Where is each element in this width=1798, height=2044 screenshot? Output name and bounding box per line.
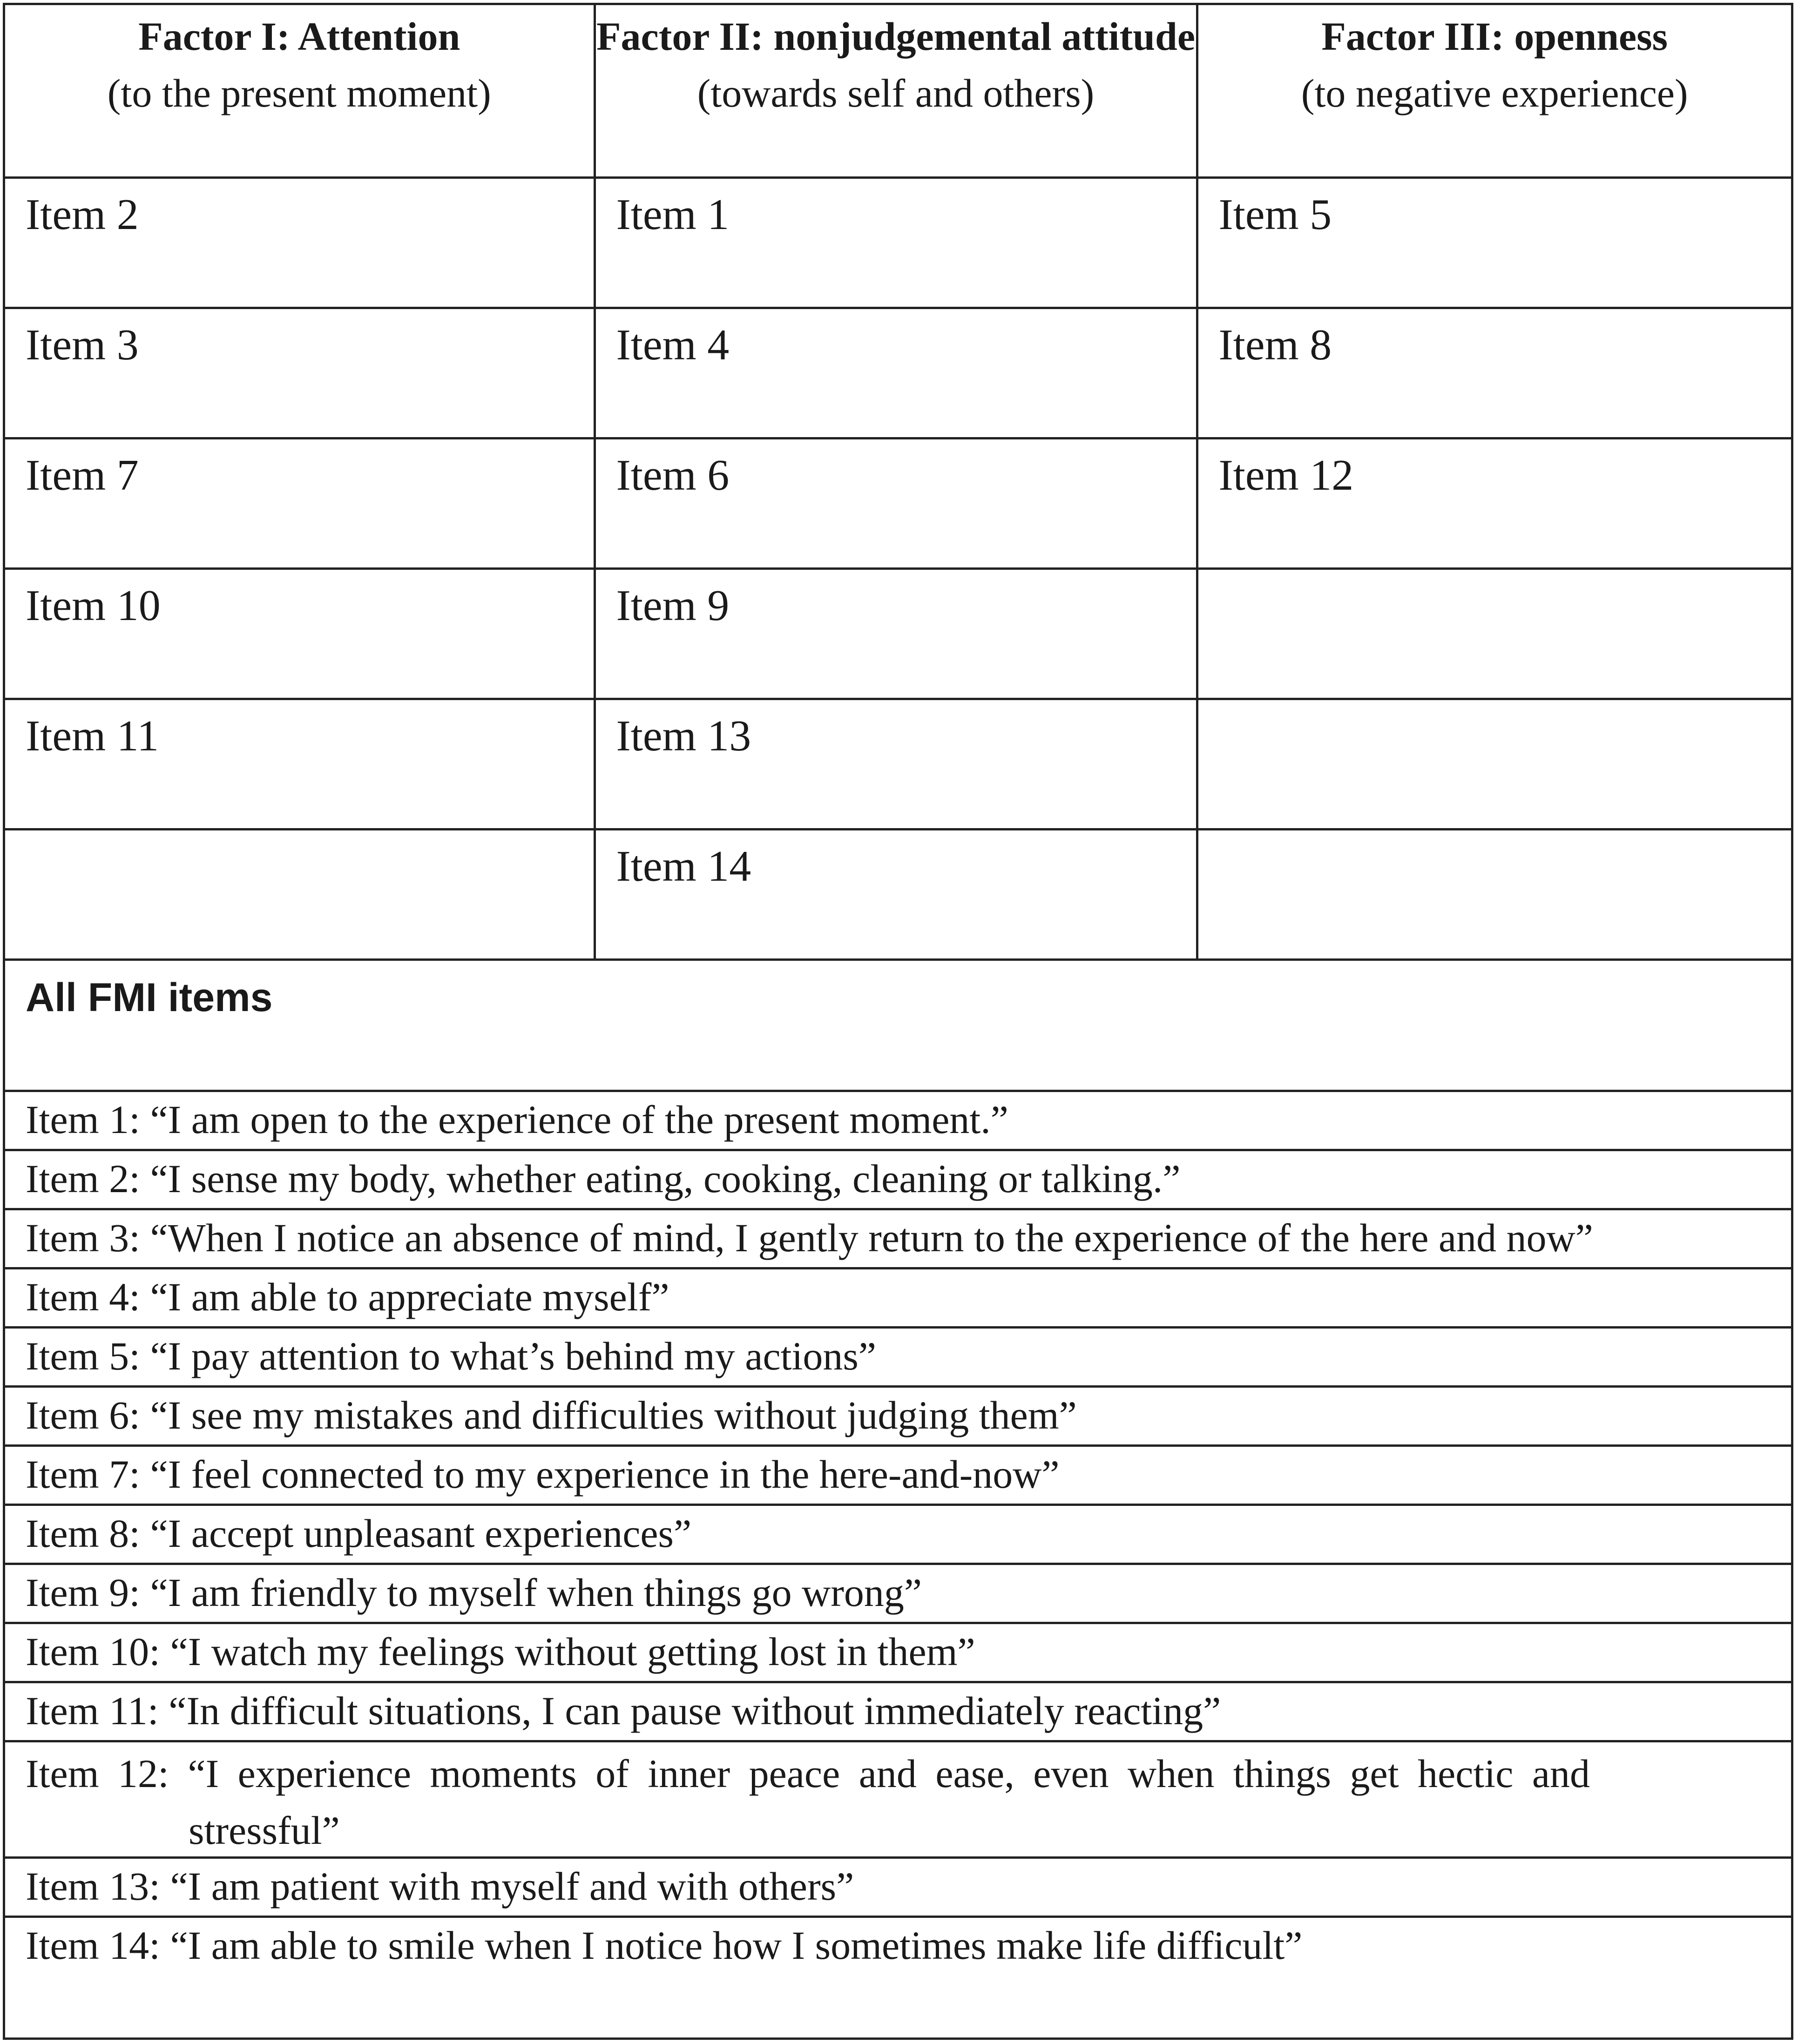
table-cell bbox=[5, 829, 595, 959]
list-item: Item 10: “I watch my feelings without getting lost in them” bbox=[5, 1624, 1791, 1683]
list-item: Item 9: “I am friendly to myself when things go wrong” bbox=[5, 1565, 1791, 1624]
factor-3-title: Factor III: openness bbox=[1321, 14, 1668, 59]
table-row bbox=[5, 438, 1791, 568]
list-item: Item 8: “I accept unpleasant experiences” bbox=[5, 1506, 1791, 1565]
list-item: Item 7: “I feel connected to my experience in the here-and-now” bbox=[5, 1447, 1791, 1506]
table-cell: Item 12 bbox=[1197, 438, 1791, 568]
factor-1-title: Factor I: Attention bbox=[138, 14, 460, 59]
factor-3-header bbox=[1197, 5, 1791, 177]
factor-header-row bbox=[5, 5, 1791, 177]
list-item-text: Item 12: “I experience moments of inner peace and ease, even when things get hectic and stressful” bbox=[26, 1751, 1590, 1853]
table-cell: Item 7 bbox=[5, 438, 595, 568]
all-fmi-items-heading: All FMI items bbox=[5, 959, 1791, 1092]
list-item bbox=[5, 1742, 1791, 1859]
table-cell: Item 5 bbox=[1197, 177, 1791, 308]
list-item: Item 1: “I am open to the experience of the present moment.” bbox=[5, 1092, 1791, 1151]
factor-3-subtitle: (to negative experience) bbox=[1301, 71, 1688, 115]
list-item: Item 11: “In difficult situations, I can pause without immediately reacting” bbox=[5, 1683, 1791, 1742]
list-item: Item 4: “I am able to appreciate myself” bbox=[5, 1269, 1791, 1329]
list-item: Item 3: “When I notice an absence of mind, I gently return to the experience of the here and now” bbox=[5, 1210, 1791, 1269]
fmi-factor-table bbox=[3, 3, 1793, 2040]
table-cell: Item 13 bbox=[595, 699, 1197, 829]
table-cell bbox=[1197, 568, 1791, 699]
list-item: Item 2: “I sense my body, whether eating, cooking, cleaning or talking.” bbox=[5, 1151, 1791, 1210]
factor-2-title: Factor II: nonjudgemental attitude bbox=[596, 14, 1195, 59]
table-cell: Item 10 bbox=[5, 568, 595, 699]
list-item: Item 6: “I see my mistakes and difficulties without judging them” bbox=[5, 1388, 1791, 1447]
table-row bbox=[5, 829, 1791, 959]
table-cell: Item 9 bbox=[595, 568, 1197, 699]
table-cell: Item 8 bbox=[1197, 308, 1791, 438]
factor-1-header bbox=[5, 5, 595, 177]
table-cell bbox=[1197, 699, 1791, 829]
table-cell: Item 3 bbox=[5, 308, 595, 438]
table-cell: Item 2 bbox=[5, 177, 595, 308]
factor-1-subtitle: (to the present moment) bbox=[107, 71, 491, 115]
table-row bbox=[5, 568, 1791, 699]
table-cell: Item 6 bbox=[595, 438, 1197, 568]
table-row bbox=[5, 699, 1791, 829]
list-item: Item 13: “I am patient with myself and with others” bbox=[5, 1859, 1791, 1918]
table-row bbox=[5, 177, 1791, 308]
list-item: Item 5: “I pay attention to what’s behind my actions” bbox=[5, 1329, 1791, 1388]
table-cell bbox=[1197, 829, 1791, 959]
table-cell: Item 4 bbox=[595, 308, 1197, 438]
fmi-item-list bbox=[5, 1092, 1791, 2034]
factor-table bbox=[5, 5, 1791, 961]
table-cell: Item 14 bbox=[595, 829, 1197, 959]
table-cell: Item 1 bbox=[595, 177, 1197, 308]
factor-2-subtitle: (towards self and others) bbox=[697, 71, 1095, 115]
table-row bbox=[5, 308, 1791, 438]
factor-2-header bbox=[595, 5, 1197, 177]
table-cell: Item 11 bbox=[5, 699, 595, 829]
list-item: Item 14: “I am able to smile when I notice how I sometimes make life difficult” bbox=[26, 1923, 1303, 1968]
